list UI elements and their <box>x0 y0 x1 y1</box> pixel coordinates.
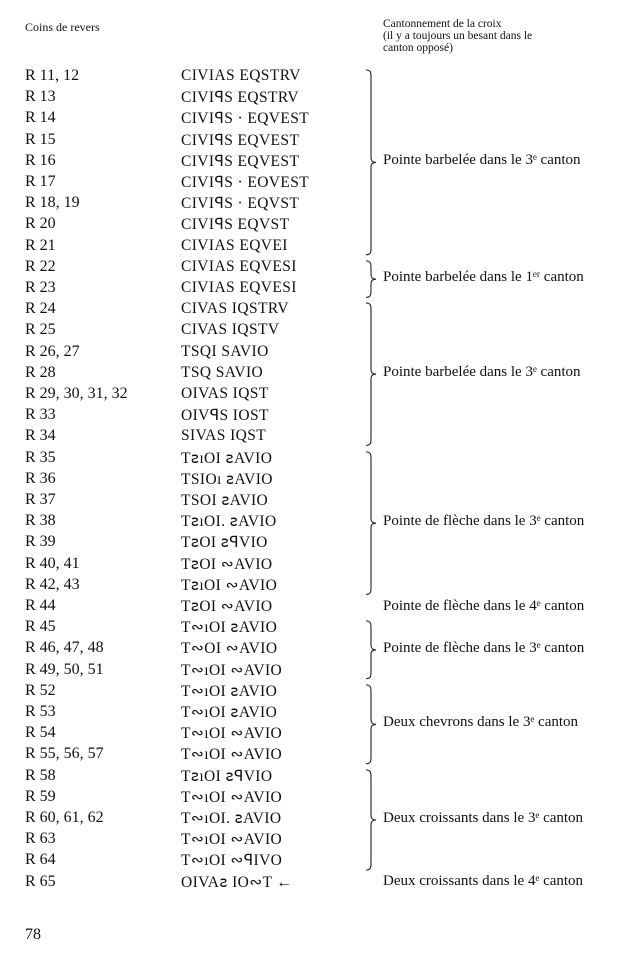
coin-legend: T∾OI ∾AVIO <box>181 640 278 658</box>
coin-id: R 24 <box>25 300 56 318</box>
coin-id: R 59 <box>25 787 56 805</box>
table-row <box>0 682 644 703</box>
coin-id: R 36 <box>25 469 56 487</box>
page-number: 78 <box>25 926 41 943</box>
table-row <box>0 745 644 766</box>
cantonnement-note: Deux chevrons dans le 3ᵉ canton <box>383 714 579 731</box>
coin-legend: TꙅıOI ꙅꟼVIO <box>181 767 273 785</box>
coin-id: R 39 <box>25 533 56 551</box>
coin-legend: CIVIꟼS · EOVEST <box>181 174 310 191</box>
brace-bracket <box>364 769 378 871</box>
table-row <box>0 851 644 872</box>
table-row <box>0 830 644 851</box>
coin-legend: TꙅıOI ∾AVIO <box>181 576 278 594</box>
coin-legend: TꙅOI ꙅꟼVIO <box>181 534 268 552</box>
brace-bracket <box>364 620 378 680</box>
coin-legend: OIVꟼS IOST <box>181 407 269 425</box>
table-row <box>0 67 644 88</box>
coin-legend: T∾ıOI ∾AVIO <box>181 661 283 679</box>
coin-id: R 42, 43 <box>25 575 80 593</box>
coin-id: R 21 <box>25 236 56 254</box>
coin-id: R 35 <box>25 448 56 466</box>
table-row <box>0 237 644 258</box>
coin-legend: T∾ıOI ∾AVIO <box>181 746 283 764</box>
coin-id: R 26, 27 <box>25 342 80 360</box>
table-row <box>0 661 644 682</box>
cantonnement-note: Pointe barbelée dans le 3ᵉ canton <box>383 364 581 381</box>
coin-legend: CIVIꟼS EQVST <box>181 216 290 234</box>
coin-id: R 46, 47, 48 <box>25 639 104 657</box>
coin-id: R 55, 56, 57 <box>25 745 104 763</box>
coin-legend: TSQ SAVIO <box>181 363 264 381</box>
coin-id: R 33 <box>25 406 56 424</box>
coin-id: R 15 <box>25 130 56 148</box>
coin-id: R 28 <box>25 363 56 381</box>
coin-id: R 37 <box>25 491 56 508</box>
table-row <box>0 406 644 427</box>
coin-id: R 64 <box>25 851 56 869</box>
cantonnement-note: Pointe barbelée dans le 1ᵉʳ canton <box>383 269 584 285</box>
column-header-line: canton opposé) <box>383 42 453 54</box>
coin-id: R 53 <box>25 703 56 720</box>
coin-id: R 23 <box>25 279 56 296</box>
cantonnement-note: Deux croissants dans le 3ᵉ canton <box>383 809 584 826</box>
coin-legend: T∾ıOI ꙅAVIO <box>181 682 278 700</box>
coin-id: R 25 <box>25 321 56 339</box>
coin-legend: CIVAS IQSTRV <box>181 300 289 318</box>
brace-bracket <box>364 451 378 595</box>
coin-id: R 22 <box>25 257 56 275</box>
cantonnement-note: Deux croissants dans le 4ᵉ canton <box>383 873 584 890</box>
table-row <box>0 300 644 321</box>
coin-legend: T∾ıOI. ꙅAVIO <box>181 810 282 827</box>
table-row <box>0 470 644 491</box>
coin-legend: T∾ıOI ꙅAVIO <box>181 619 278 637</box>
coin-legend: CIVAS IQSTV <box>181 321 280 339</box>
coin-id: R 17 <box>25 173 56 190</box>
table-row <box>0 449 644 470</box>
coin-id: R 49, 50, 51 <box>25 660 104 678</box>
cantonnement-note: Pointe barbelée dans le 3ᵉ canton <box>383 152 581 169</box>
table-row <box>0 343 644 364</box>
coin-legend: SIVAS IQST <box>181 427 267 445</box>
coin-id: R 29, 30, 31, 32 <box>25 385 128 402</box>
coin-id: R 14 <box>25 109 56 127</box>
coin-legend: CIVIꟼS · EQVEST <box>181 110 310 128</box>
coin-id: R 54 <box>25 724 56 742</box>
coin-id: R 16 <box>25 151 56 169</box>
coin-legend: TꙅıOI ꙅAVIO <box>181 449 273 467</box>
table-row <box>0 173 644 194</box>
column-header-line: (il y a toujours un besant dans le <box>383 30 533 42</box>
coin-id: R 20 <box>25 215 56 233</box>
coin-legend: T∾ıOI ꙅAVIO <box>181 704 278 721</box>
table-row <box>0 491 644 512</box>
cantonnement-note: Pointe de flèche dans le 4ᵉ canton <box>383 597 585 614</box>
column-header-line: Cantonnement de la croix <box>383 18 502 30</box>
table-row <box>0 109 644 130</box>
coin-id: R 40, 41 <box>25 554 80 572</box>
coin-legend: TSOI ꙅAVIO <box>181 492 269 509</box>
coin-id: R 65 <box>25 872 56 890</box>
coin-id: R 52 <box>25 681 56 699</box>
coin-id: R 60, 61, 62 <box>25 809 104 826</box>
table-row <box>0 131 644 152</box>
brace-bracket <box>364 260 378 298</box>
column-header-cantonnement <box>383 18 638 54</box>
table-row <box>0 321 644 342</box>
cantonnement-note: Pointe de flèche dans le 3ᵉ canton <box>383 512 585 529</box>
coin-legend: CIVIꟼS EQVEST <box>181 152 300 170</box>
coin-legend: TSQI SAVIO <box>181 342 269 360</box>
coin-id: R 38 <box>25 512 56 530</box>
table-row <box>0 427 644 448</box>
table-row <box>0 533 644 554</box>
coin-legend: TSIOı ꙅAVIO <box>181 470 273 488</box>
coin-legend: CIVIAS EQSTRV <box>181 67 301 84</box>
table-row <box>0 88 644 109</box>
coin-legend: OIVAꙅ IO∾T ← <box>181 873 293 891</box>
coin-id: R 58 <box>25 766 56 784</box>
brace-bracket <box>364 69 378 256</box>
coin-legend: TꙅOI ∾AVIO <box>181 598 273 615</box>
coin-legend: T∾ıOI ∾AVIO <box>181 788 283 806</box>
table-row <box>0 576 644 597</box>
coin-id: R 44 <box>25 597 56 614</box>
coin-legend: CIVIꟼS EQSTRV <box>181 89 299 107</box>
coin-legend: T∾ıOI ∾AVIO <box>181 831 283 849</box>
table-row <box>0 194 644 215</box>
brace-bracket <box>364 302 378 446</box>
coin-legend: TꙅOI ∾AVIO <box>181 555 273 573</box>
table-row <box>0 788 644 809</box>
coin-legend: CIVIAS EQVEI <box>181 236 288 254</box>
table-row <box>0 767 644 788</box>
coin-legend: T∾ıOI ∾AVIO <box>181 725 283 743</box>
coin-legend: CIVIAS EQVESI <box>181 257 297 275</box>
table-row <box>0 555 644 576</box>
coin-id: R 63 <box>25 830 56 848</box>
column-header-coins: Coins de revers <box>25 20 100 34</box>
coin-legend: CIVIꟼS EQVEST <box>181 131 300 149</box>
coin-id: R 34 <box>25 427 56 445</box>
brace-bracket <box>364 684 378 765</box>
coin-legend: TꙅıOI. ꙅAVIO <box>181 513 277 531</box>
coin-legend: OIVAS IQST <box>181 385 269 402</box>
coin-id: R 18, 19 <box>25 194 80 212</box>
coin-id: R 45 <box>25 618 56 636</box>
cantonnement-note: Pointe de flèche dans le 3ᵉ canton <box>383 640 585 656</box>
coin-id: R 11, 12 <box>25 67 80 84</box>
coin-legend: CIVIAS EQVESI <box>181 279 297 296</box>
coin-legend: CIVIꟼS · EQVST <box>181 195 300 213</box>
table-row <box>0 618 644 639</box>
table-row <box>0 385 644 406</box>
table-row <box>0 215 644 236</box>
coin-legend: T∾ıOI ∾ꟼIVO <box>181 852 283 870</box>
coin-id: R 13 <box>25 88 56 106</box>
